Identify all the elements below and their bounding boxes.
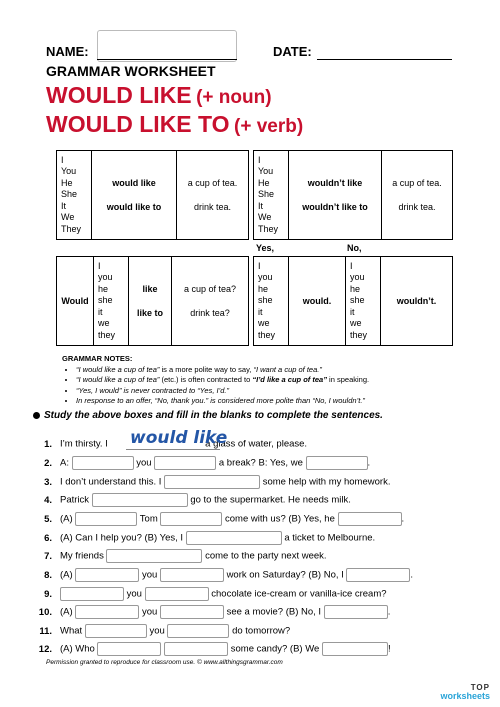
answer-blank[interactable]	[92, 493, 188, 507]
name-input[interactable]	[97, 30, 237, 62]
negative-table	[253, 150, 453, 240]
question-8: 8. (A) you work on Saturday? (B) No, I .	[44, 569, 414, 581]
affirmative-verb: would like would like to	[92, 151, 177, 240]
would-cell: Would	[57, 257, 94, 346]
negative-verb: wouldn’t like wouldn’t like to	[289, 151, 382, 240]
answer-blank[interactable]	[164, 642, 228, 656]
answer-blank[interactable]	[160, 605, 224, 619]
name-underline	[97, 59, 237, 60]
answer-blank[interactable]	[72, 456, 134, 470]
answer-blank[interactable]	[160, 568, 224, 582]
answer-blank[interactable]	[164, 475, 260, 489]
pronoun-list: I you he she it we they	[254, 257, 289, 346]
yes-label: Yes,	[256, 243, 275, 253]
title-line-1	[46, 82, 272, 109]
name-label: NAME:	[46, 44, 89, 59]
answer-blank[interactable]	[167, 624, 229, 638]
answer-blank[interactable]	[154, 456, 216, 470]
question-12: 12. (A) Who some candy? (B) We !	[38, 643, 391, 655]
answer-blank[interactable]	[306, 456, 368, 470]
answer-blank[interactable]	[346, 568, 410, 582]
question-5: 5. (A) Tom come with us? (B) Yes, he .	[44, 513, 405, 525]
pronoun-list: I you he she it we they	[94, 257, 129, 346]
affirmative-object: a cup of tea. drink tea.	[177, 151, 249, 240]
answer-blank[interactable]	[322, 642, 388, 656]
bullet-icon	[33, 412, 40, 419]
question-2: 2. A: you a break? B: Yes, we .	[44, 457, 371, 469]
answer-blank[interactable]	[145, 587, 209, 601]
answer-blank[interactable]	[186, 531, 282, 545]
top-worksheets-logo: TOP worksheets	[440, 683, 490, 701]
answer-blank[interactable]	[106, 549, 202, 563]
title-noun: (+ noun)	[196, 87, 272, 108]
note-1: • “I would like a cup of tea” is a more polite way to say, “I want a cup of tea.”	[76, 365, 369, 376]
footer-permission: Permission granted to reproduce for classroom use. © www.allthingsgrammar.com	[46, 659, 283, 666]
answer-blank[interactable]	[75, 568, 139, 582]
grammar-notes	[62, 354, 369, 407]
example-underline	[126, 449, 220, 450]
question-11: 11. What you do tomorrow?	[39, 625, 291, 637]
example-answer: would like	[130, 428, 228, 448]
affirmative-table	[56, 150, 249, 240]
pronoun-list: I you he she it we they	[346, 257, 381, 346]
question-3: 3. I don’t understand this. I some help with my homework.	[44, 476, 391, 488]
note-2: • “I would like a cup of tea” (etc.) is often contracted to “I’d like a cup of tea” in speaking.	[76, 375, 369, 386]
question-10: 10. (A) you see a movie? (B) No, I .	[38, 606, 391, 618]
answer-blank[interactable]	[97, 642, 161, 656]
answer-blank[interactable]	[85, 624, 147, 638]
question-9: 9. you chocolate ice-cream or vanilla-ice cream?	[44, 588, 387, 600]
worksheet-subtitle: GRAMMAR WORKSHEET	[46, 63, 216, 79]
question-verb: like like to	[129, 257, 172, 346]
question-6: 6. (A) Can I help you? (B) Yes, I a ticket to Melbourne.	[44, 532, 376, 544]
answer-blank[interactable]	[75, 512, 137, 526]
note-4: • In response to an offer, “No, thank you.” is considered more polite than “No, I wouldn’t.”	[76, 396, 369, 407]
title-would-like: WOULD LIKE	[46, 82, 192, 108]
question-4: 4. Patrick go to the supermarket. He needs milk.	[44, 494, 351, 506]
date-label: DATE:	[273, 44, 312, 59]
no-label: No,	[347, 243, 362, 253]
would-short: would.	[289, 257, 346, 346]
answer-blank[interactable]	[338, 512, 402, 526]
pronoun-list: I You He She It We They	[57, 151, 92, 240]
title-line-2	[46, 111, 303, 138]
instructions: Study the above boxes and fill in the blanks to complete the sentences.	[44, 410, 383, 421]
answer-blank[interactable]	[60, 587, 124, 601]
date-field[interactable]	[317, 59, 452, 60]
note-3: • “Yes, I would” is never contracted to “Yes, I’d.”	[76, 386, 369, 397]
question-1: 1. I’m thirsty. I a glass of water, please.	[44, 438, 308, 450]
negative-object: a cup of tea. drink tea.	[382, 151, 453, 240]
notes-heading: GRAMMAR NOTES:	[62, 354, 133, 363]
answer-blank[interactable]	[160, 512, 222, 526]
question-object: a cup of tea? drink tea?	[172, 257, 249, 346]
short-answer-table	[253, 256, 453, 346]
title-would-like-to: WOULD LIKE TO	[46, 111, 230, 137]
question-7: 7. My friends come to the party next week.	[44, 550, 327, 562]
wouldnt-short: wouldn’t.	[381, 257, 453, 346]
answer-blank[interactable]	[324, 605, 388, 619]
answer-blank[interactable]	[75, 605, 139, 619]
question-table	[56, 256, 249, 346]
title-verb: (+ verb)	[234, 116, 304, 137]
pronoun-list: I You He She It We They	[254, 151, 289, 240]
